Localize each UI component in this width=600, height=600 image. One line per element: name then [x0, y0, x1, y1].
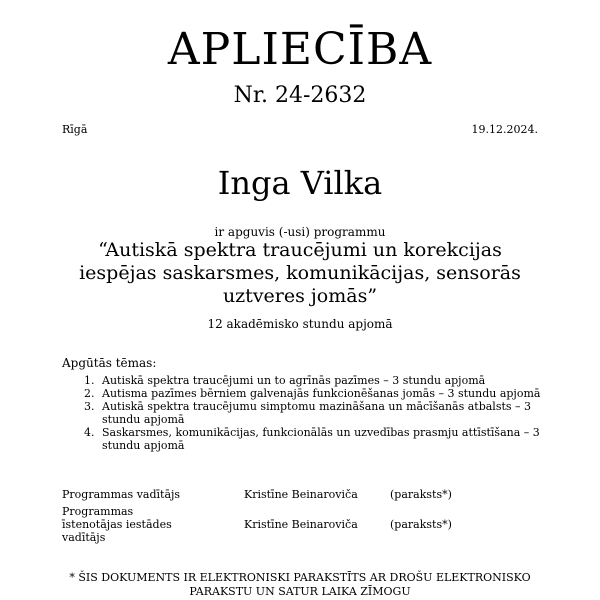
topic-item: 3. Autiskā spektra traucējumu simptomu mazināšana un mācīšanās atbalsts – 3 stundu apjomā	[98, 400, 568, 426]
signature-note: (paraksts*)	[390, 518, 452, 531]
signature-row	[62, 488, 492, 504]
completion-intro: ir apguvis (-usi) programmu	[214, 225, 386, 239]
topic-item: 1. Autiskā spektra traucējumi un to agrīnās pazīmes – 3 stundu apjomā	[98, 374, 568, 387]
notice-line: PARAKSTU UN SATUR LAIKA ZĪMOGU	[189, 585, 411, 598]
notice-line: * ŠIS DOKUMENTS IR ELEKTRONISKI PARAKSTĪTS AR DROŠU ELEKTRONISKO	[69, 571, 531, 584]
certificate-number: Nr. 24-2632	[233, 83, 367, 108]
signature-note: (paraksts*)	[390, 488, 452, 501]
topic-item: 2. Autisma pazīmes bērniem galvenajās funkcionēšanas jomās – 3 stundu apjomā	[98, 387, 568, 400]
program-title-line: iespējas saskarsmes, komunikācijas, sensorās	[79, 262, 521, 284]
topic-item: 4. Saskarsmes, komunikācijas, funkcionālās un uzvedības prasmju attīstīšana – 3 stundu apjomā	[98, 426, 568, 452]
topics-heading: Apgūtās tēmas:	[62, 356, 157, 370]
signature-person: Kristīne Beinaroviča	[244, 488, 358, 501]
issue-city: Rīgā	[62, 123, 88, 136]
recipient-name: Inga Vilka	[217, 164, 383, 202]
signature-role: Programmas vadītājs	[62, 488, 181, 501]
program-title-line: uztveres jomās”	[222, 285, 378, 307]
signature-person: Kristīne Beinaroviča	[244, 518, 358, 531]
program-title-line: “Autiskā spektra traucējumi un korekcijas	[98, 239, 502, 261]
program-title	[0, 239, 600, 308]
electronic-signature-notice	[0, 571, 600, 599]
certificate-title: APLIECĪBA	[167, 24, 433, 75]
issue-date: 19.12.2024.	[471, 123, 538, 136]
signature-row	[62, 505, 492, 544]
program-hours: 12 akadēmisko stundu apjomā	[207, 317, 393, 331]
signature-role: Programmas īstenotājas iestādes vadītājs	[62, 505, 172, 544]
topics-list	[62, 374, 568, 452]
